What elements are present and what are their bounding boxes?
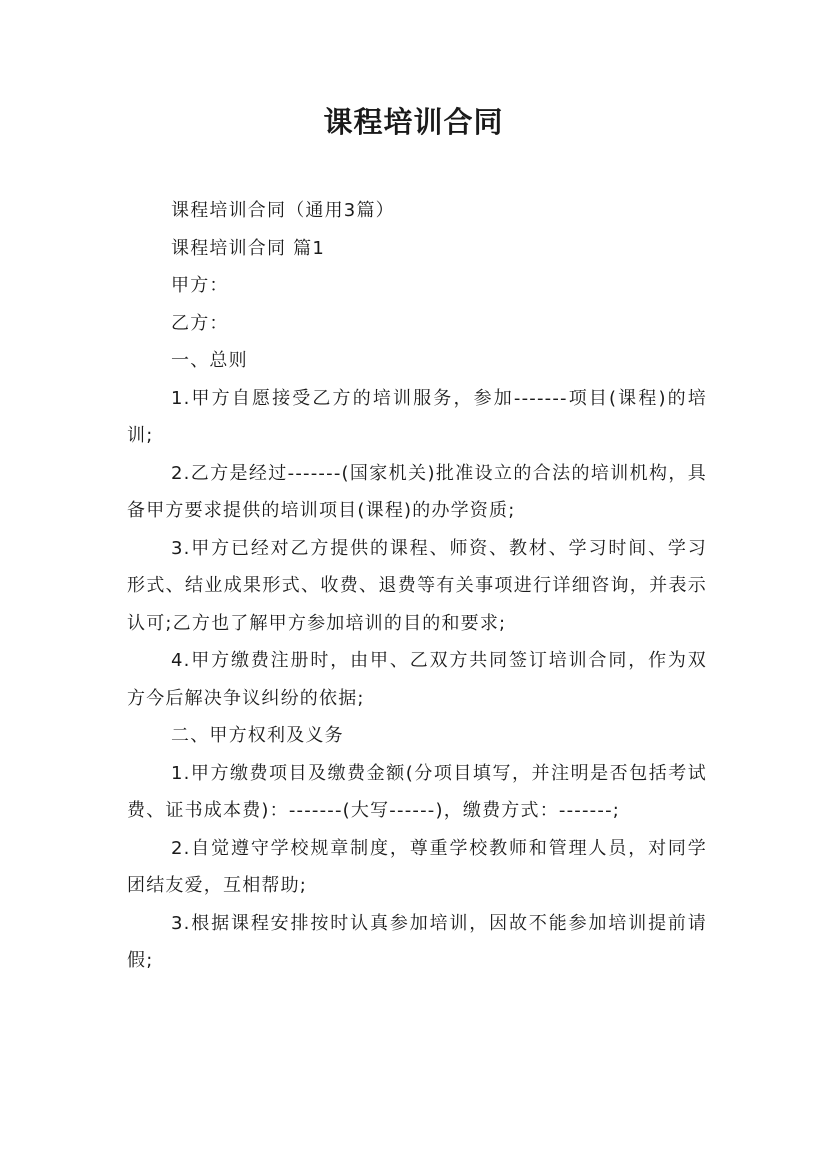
paragraph-general-3: 3.甲方已经对乙方提供的课程、师资、教材、学习时间、学习形式、结业成果形式、收费、退费等有关事项进行详细咨询，并表示认可;乙方也了解甲方参加培训的目的和要求; — [127, 537, 707, 634]
paragraph-party-a: 甲方： — [171, 275, 229, 296]
paragraph-rights-3: 3.根据课程安排按时认真参加培训，因故不能参加培训提前请假; — [127, 912, 707, 971]
paragraph-party-b: 乙方： — [171, 312, 229, 334]
document-title: 课程培训合同 — [323, 105, 504, 139]
paragraph-rights-heading: 二、甲方权利及义务 — [171, 725, 344, 746]
paragraph-general-heading: 一、总则 — [171, 350, 248, 371]
paragraph-rights-2: 2.自觉遵守学校规章制度，尊重学校教师和管理人员，对同学团结友爱，互相帮助; — [127, 837, 707, 896]
paragraph-section-heading: 课程培训合同 篇1 — [171, 237, 325, 259]
document-body — [127, 192, 707, 980]
paragraph-subtitle: 课程培训合同（通用3篇） — [171, 200, 395, 221]
paragraph-general-4: 4.甲方缴费注册时，由甲、乙双方共同签订培训合同，作为双方今后解决争议纠纷的依据; — [127, 650, 707, 709]
paragraph-rights-1: 1.甲方缴费项目及缴费金额(分项目填写，并注明是否包括考试费、证书成本费)：-------(大写------)，缴费方式：-------; — [127, 762, 707, 821]
paragraph-general-2: 2.乙方是经过-------(国家机关)批准设立的合法的培训机构，具备甲方要求提供的培训项目(课程)的办学资质; — [127, 462, 707, 521]
paragraph-general-1: 1.甲方自愿接受乙方的培训服务，参加-------项目(课程)的培训; — [127, 387, 707, 446]
